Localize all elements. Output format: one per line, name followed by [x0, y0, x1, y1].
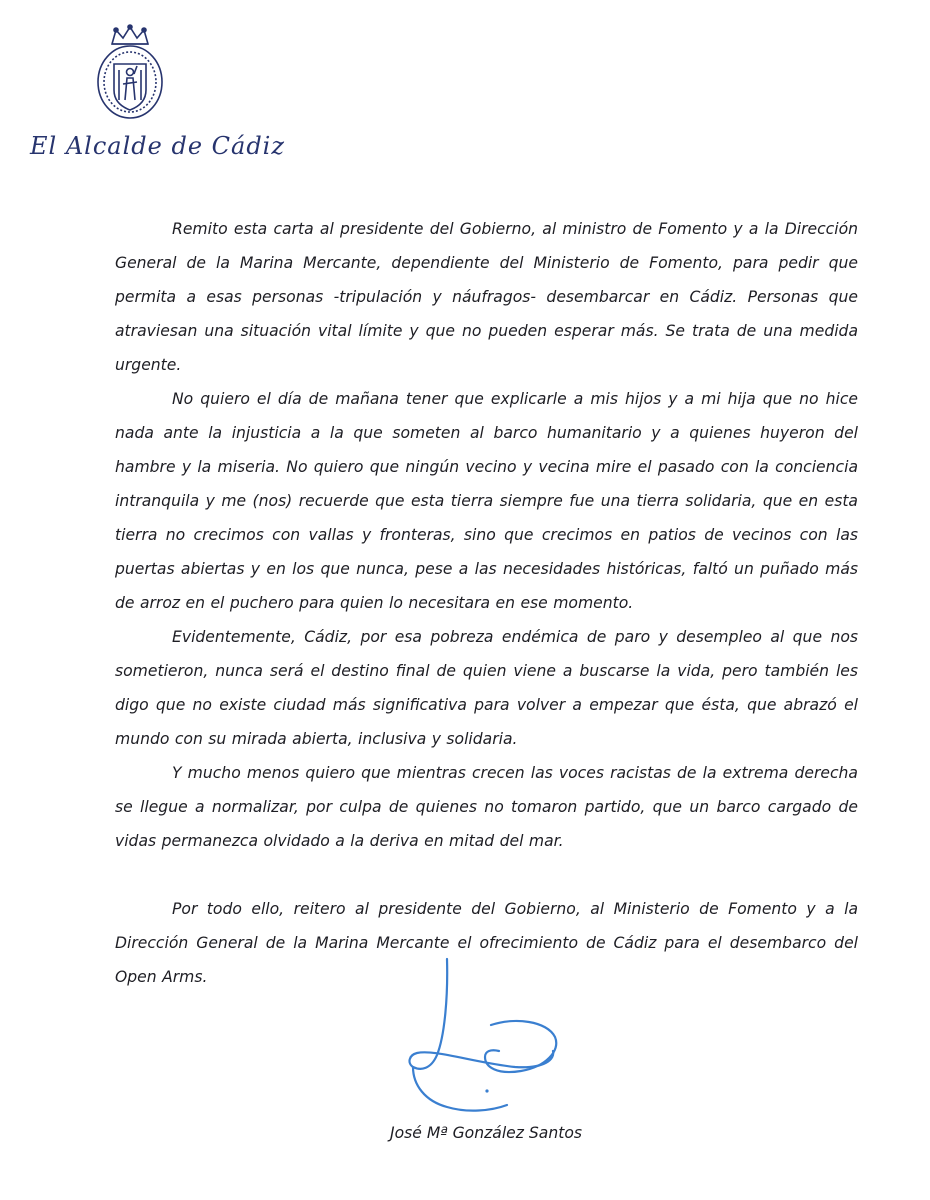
signature-icon — [395, 955, 575, 1130]
letter-paragraph: No quiero el día de mañana tener que explicarle a mis hijos y a mi hija que no hice nada ante la injusticia a la que someten al barco humanitario y a quienes huyeron del hambre y la miseria. No quiero que ningún vecino y vecina mire el pasado con la conciencia intranquila y me (nos) recuerde que esta tierra siempre fue una tierra solidaria, que en esta tierra no crecimos con vallas y fronteras, sino que crecimos en patios de vecinos con las puertas abiertas y en los que nunca, pese a las necesidades históricas, faltó un puñado más de arroz en el puchero para quien lo necesitara en ese momento. — [115, 390, 858, 612]
letter-paragraph: Evidentemente, Cádiz, por esa pobreza endémica de paro y desempleo al que nos sometieron, nunca será el destino final de quien viene a buscarse la vida, pero también les digo que no existe ciudad más significativa para volver a empezar que ésta, que abrazó el mundo con su mirada abierta, inclusiva y solidaria. — [115, 628, 858, 748]
letter-body — [115, 212, 858, 994]
signatory-name: José Mª González Santos — [390, 1124, 583, 1142]
letter-paragraph: Y mucho menos quiero que mientras crecen las voces racistas de la extrema derecha se llegue a normalizar, por culpa de quienes no tomaron partido, que un barco cargado de vidas permanezca olvidado a la deriva en mitad del mar. — [115, 764, 858, 850]
letter-paragraph: Remito esta carta al presidente del Gobierno, al ministro de Fomento y a la Dirección General de la Marina Mercante, dependiente del Ministerio de Fomento, para pedir que permita a esas personas -tripulación y náufragos- desembarcar en Cádiz. Personas que atraviesan una situación vital límite y que no pueden esperar más. Se trata de una medida urgente. — [115, 220, 858, 374]
office-title: El Alcalde de Cádiz — [30, 132, 286, 160]
letterhead — [0, 0, 320, 180]
city-seal-icon — [90, 22, 170, 122]
closing-paragraph: Por todo ello, reitero al presidente del Gobierno, al Ministerio de Fomento y a la Dirección General de la Marina Mercante el ofrecimiento de Cádiz para el desembarco del Open Arms. — [115, 900, 858, 986]
